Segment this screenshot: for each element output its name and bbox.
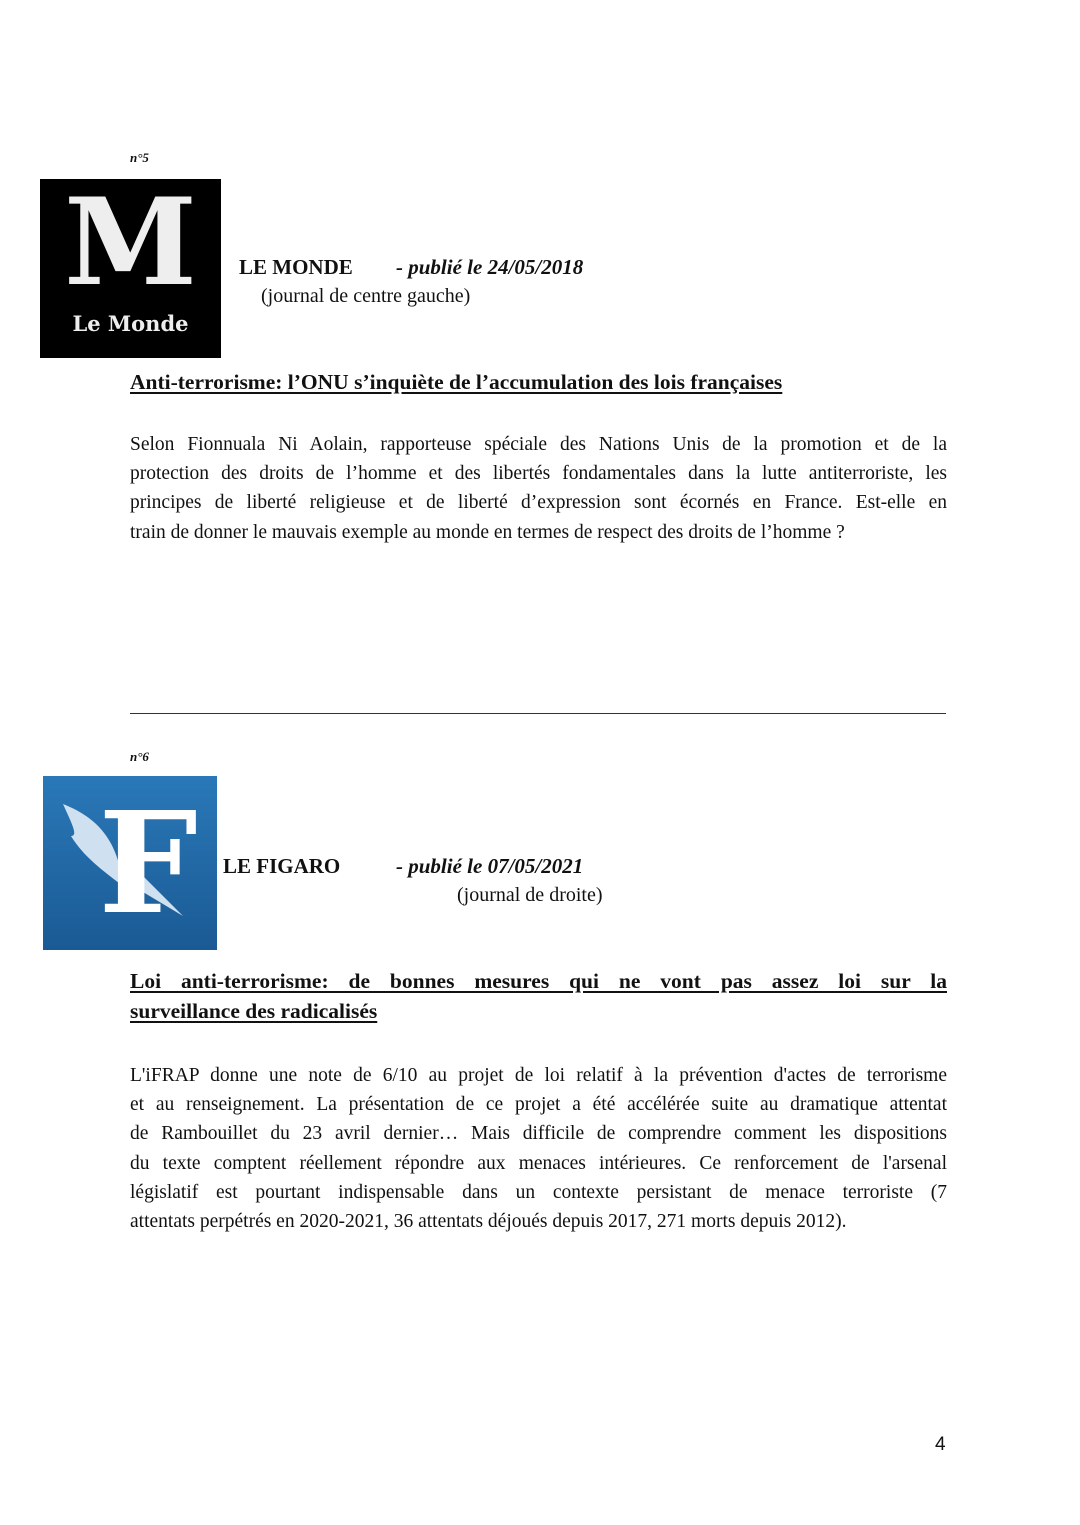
logo-letter-f: F xyxy=(98,782,198,946)
logo-wordmark: Le Monde xyxy=(72,311,189,336)
body-line: du texte comptent réellement répondre aux menaces intérieures. Ce renforcement de l'arsenal xyxy=(130,1152,947,1174)
le-figaro-logo xyxy=(43,776,217,950)
article-body xyxy=(130,1061,947,1236)
article-body xyxy=(130,430,947,547)
body-line: législatif est pourtant indispensable dans un contexte persistant de menace terroriste (7 xyxy=(130,1181,947,1203)
body-line: de Rambouillet du 23 avril dernier… Mais difficile de comprendre comment les dispositions xyxy=(130,1123,947,1145)
political-orientation: (journal de droite) xyxy=(457,884,603,906)
newspaper-name: LE FIGARO xyxy=(223,854,341,878)
article-title xyxy=(130,969,947,1029)
article-number: n°5 xyxy=(130,150,149,165)
body-line: et au renseignement. La présentation de ce projet a été accélérée suite au dramatique attentat xyxy=(130,1094,947,1116)
newspaper-name: LE MONDE xyxy=(239,255,353,279)
body-line: attentats perpétrés en 2020-2021, 36 attentats déjoués depuis 2017, 271 morts depuis 2012). xyxy=(130,1210,847,1232)
article-title xyxy=(130,370,782,400)
le-monde-logo xyxy=(40,179,221,358)
logo-letter-m: M xyxy=(64,179,197,313)
title-line: Anti-terrorisme: l’ONU s’inquiète de l’accumulation des lois françaises xyxy=(130,370,783,394)
page-number: 4 xyxy=(935,1434,946,1455)
body-line: L'iFRAP donne une note de 6/10 au projet de loi relatif à la prévention d'actes de terrorisme xyxy=(130,1065,947,1086)
political-orientation: (journal de centre gauche) xyxy=(261,285,471,307)
body-line: train de donner le mauvais exemple au monde en termes de respect des droits de l’homme ? xyxy=(130,521,845,543)
title-line: Loi anti-terrorisme: de bonnes mesures qui ne vont pas assez loi sur la xyxy=(130,969,947,993)
body-line: Selon Fionnuala Ni Aolain, rapporteuse spéciale des Nations Unis de la promotion et de la xyxy=(130,434,947,455)
section-divider xyxy=(130,713,946,714)
title-line: surveillance des radicalisés xyxy=(130,999,378,1023)
body-line: protection des droits de l’homme et des libertés fondamentales dans la lutte antiterroriste, les xyxy=(130,463,947,485)
publication-date: - publié le 24/05/2018 xyxy=(396,255,584,279)
body-line: principes de liberté religieuse et de liberté d’expression sont écornés en France. Est-elle en xyxy=(130,492,947,514)
publication-date: - publié le 07/05/2021 xyxy=(396,854,584,878)
article-number: n°6 xyxy=(130,749,149,764)
